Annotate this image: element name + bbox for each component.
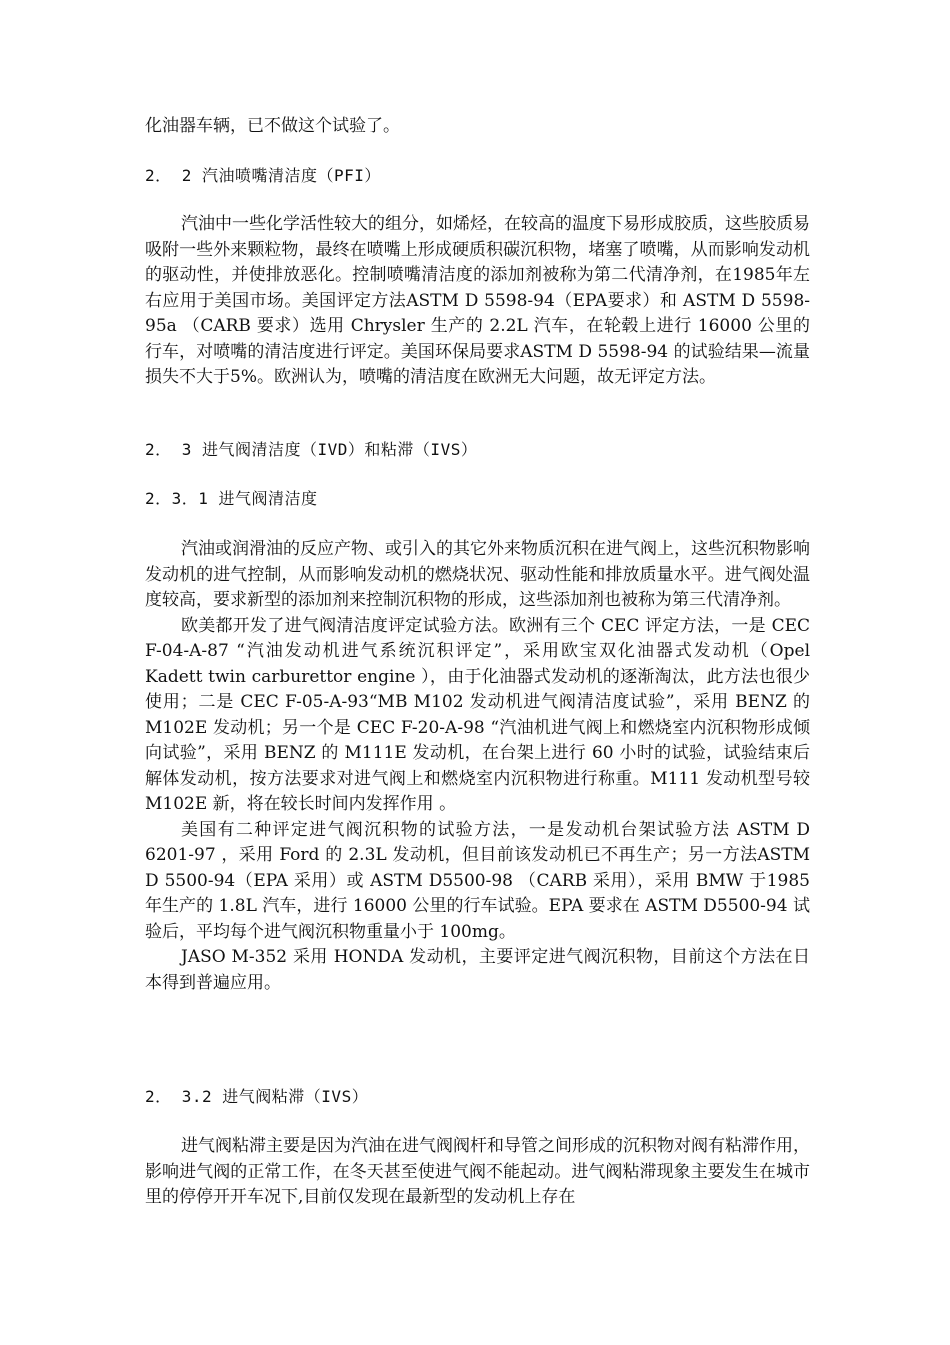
paragraph-group-2-3-1 — [145, 537, 810, 996]
section-heading-2-3-1: 2．3．1 进气阀清洁度 — [145, 489, 318, 508]
section-heading-2-3-2: 2． 3.2 进气阀粘滞（IVS） — [145, 1087, 369, 1106]
paragraph-2-2 — [145, 212, 810, 391]
paragraph-2-3-2 — [145, 1134, 810, 1211]
paragraph-text: 进气阀粘滞主要是因为汽油在进气阀阀杆和导管之间形成的沉积物对阀有粘滞作用，影响进气阀的正常工作，在冬天甚至使进气阀不能起动。进气阀粘滞现象主要发生在城市里的停停开开车况下,目前仅发现在最新型的发动机上存在 — [145, 1136, 810, 1207]
paragraph-text: 欧美都开发了进气阀清洁度评定试验方法。欧洲有三个 CEC 评定方法，一是 CEC F-04-A-87 “汽油发动机进气系统沉积评定”，采用欧宝双化油器式发动机（Opel Kadett twin carburettor engine ），由于化油器式发动机的逐渐淘汰，此方法也很少使用；二是 CEC F-05-A-93“MB M102 发动机进气阀清洁度试验”，采用 BENZ 的 M102E 发动机；另一个是 CEC F-20-A-98 “汽油机进气阀上和燃烧室内沉积物形成倾向试验”，采用 BENZ 的 M111E 发动机，在台架上进行 60 小时的试验，试验结束后解体发动机，按方法要求对进气阀上和燃烧室内沉积物进行称重。M111 发动机型号较 M102E 新，将在较长时间内发挥作用 。 — [145, 615, 810, 814]
section-heading-2-3: 2． 3 进气阀清洁度（IVD）和粘滞（IVS） — [145, 440, 478, 459]
paragraph-text: JASO M-352 采用 HONDA 发动机，主要评定进气阀沉积物，目前这个方法在日本得到普遍应用。 — [145, 947, 810, 993]
intro-line: 化油器车辆，已不做这个试验了。 — [145, 116, 400, 136]
section-heading-2-2: 2． 2 汽油喷嘴清洁度（PFI） — [145, 166, 381, 185]
paragraph-text: 汽油中一些化学活性较大的组分，如烯烃，在较高的温度下易形成胶质，这些胶质易吸附一些外来颗粒物，最终在喷嘴上形成硬质积碳沉积物，堵塞了喷嘴，从而影响发动机的驱动性，并使排放恶化。控制喷嘴清洁度的添加剂被称为第二代清净剂，在1985年左右应用于美国市场。美国评定方法ASTM D 5598-94（EPA要求）和 ASTM D 5598-95a （CARB 要求）选用 Chrysler 生产的 2.2L 汽车，在轮毂上进行 16000 公里的行车，对喷嘴的清洁度进行评定。美国环保局要求ASTM D 5598-94 的试验结果—流量损失不大于5%。欧洲认为，喷嘴的清洁度在欧洲无大问题，故无评定方法。 — [145, 214, 810, 387]
paragraph-text: 美国有二种评定进气阀沉积物的试验方法，一是发动机台架试验方法 ASTM D 6201-97 ，采用 Ford 的 2.3L 发动机，但目前该发动机已不再生产；另一方法ASTM D 5500-94（EPA 采用）或 ASTM D5500-98 （CARB 采用），采用 BMW 于1985 年生产的 1.8L 汽车，进行 16000 公里的行车试验。EPA 要求在 ASTM D5500-94 试验后，平均每个进气阀沉积物重量小于 100mg。 — [145, 819, 810, 942]
paragraph-text: 汽油或润滑油的反应产物、或引入的其它外来物质沉积在进气阀上，这些沉积物影响发动机的进气控制，从而影响发动机的燃烧状况、驱动性能和排放质量水平。进气阀处温度较高，要求新型的添加剂来控制沉积物的形成，这些添加剂也被称为第三代清净剂。 — [145, 539, 810, 610]
